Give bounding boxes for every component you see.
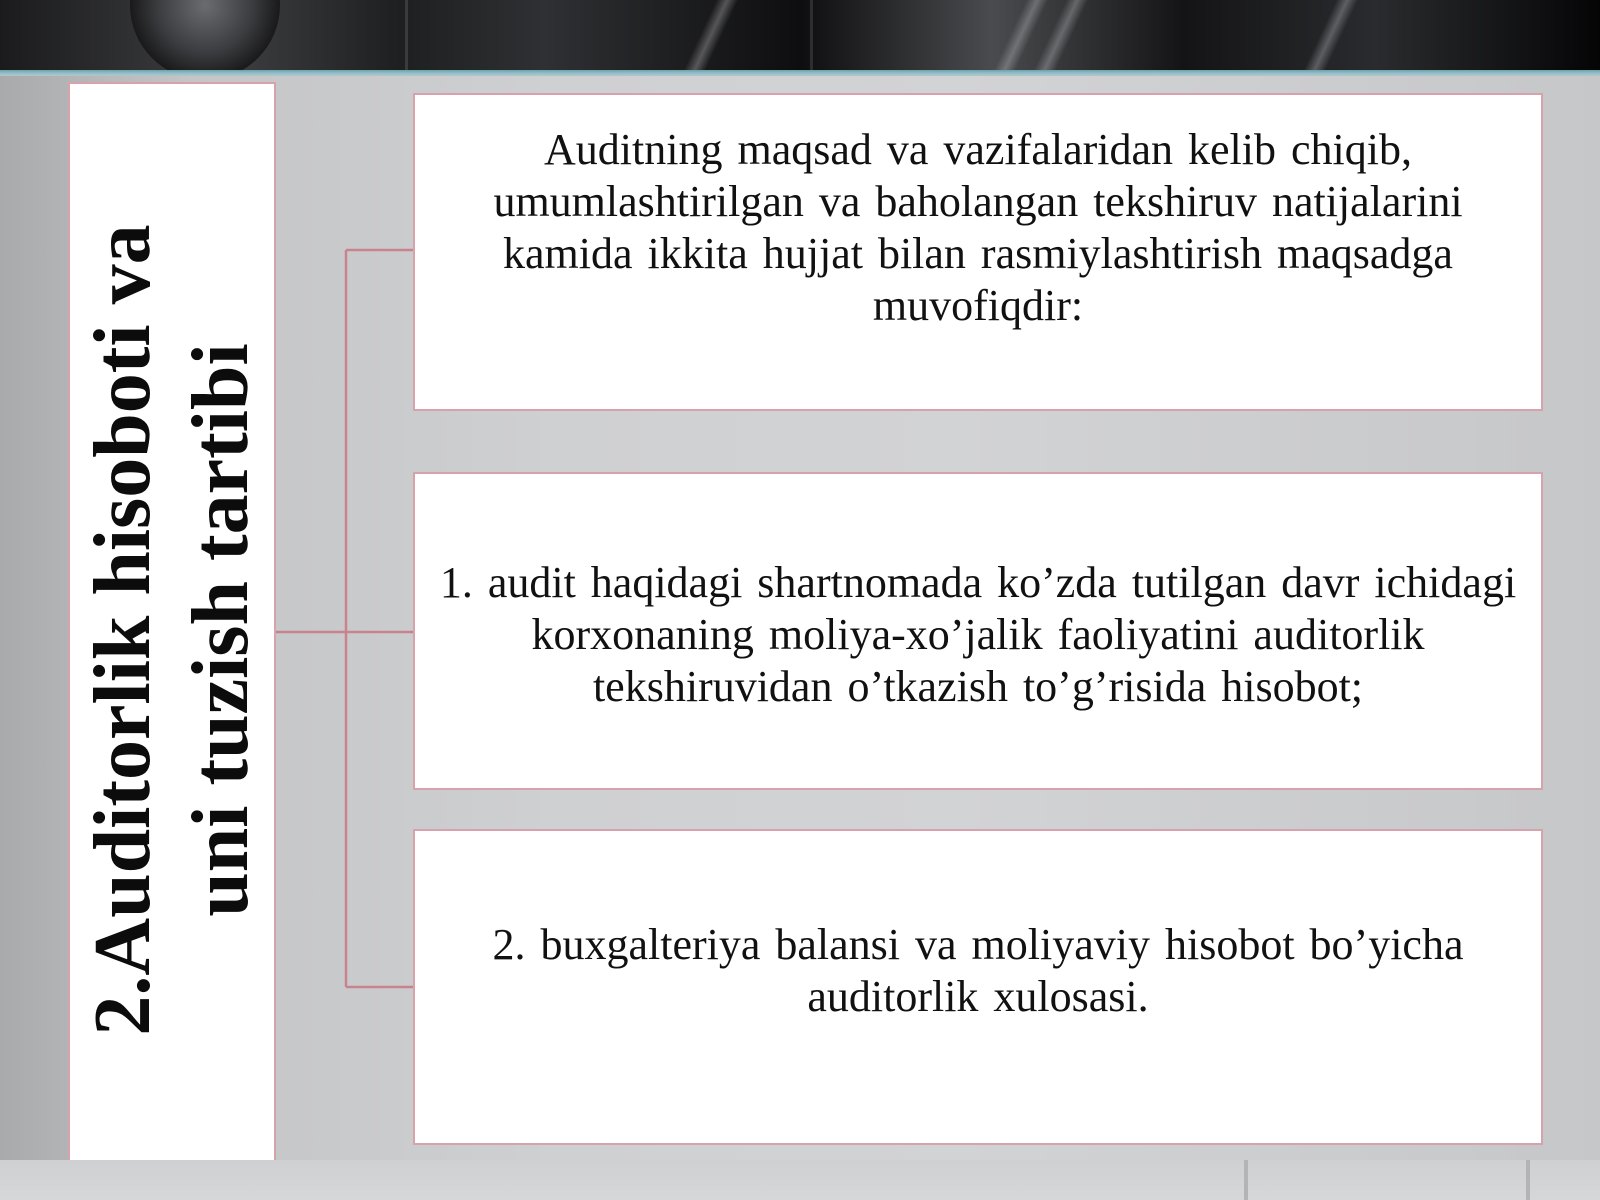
banner-seam — [810, 0, 813, 70]
content-box-item-1-text: 1. audit haqidagi shartnomada ko’zda tutilgan davr ichidagi korxonaning moliya-xo’jalik faoliyatini auditorlik tekshiruvidan o’tkazish to’g’risida hisobot; — [439, 558, 1517, 711]
footer-strip — [0, 1160, 1600, 1200]
slide-title — [74, 100, 270, 1160]
content-box-item-1 — [413, 472, 1543, 790]
content-box-intro-text: Auditning maqsad va vazifalaridan kelib chiqib, umumlashtirilgan va baholangan tekshiruv natijalarini kamida ikkita hujjat bilan rasmiylashtirish maqsadga muvofiqdir: — [493, 125, 1463, 330]
slide-title-line-2: uni tuzish tartibi — [177, 343, 265, 917]
banner-seam — [405, 0, 408, 70]
banner-highlight — [684, 0, 739, 70]
header-accent-line — [0, 70, 1600, 76]
footer-divider — [1244, 1160, 1248, 1200]
wheel-hub-graphic — [130, 0, 280, 70]
header-banner-image — [0, 0, 1600, 70]
slide-title-line-1: 2.Auditorlik hisoboti va — [79, 224, 167, 1036]
content-box-intro — [413, 93, 1543, 411]
banner-highlight — [1304, 0, 1359, 70]
footer-divider — [1526, 1160, 1530, 1200]
connector-group — [276, 250, 413, 987]
slide-title-box — [68, 82, 276, 1178]
content-box-item-2-text: 2. buxgalteriya balansi va moliyaviy hisobot bo’yicha auditorlik xulosasi. — [492, 920, 1464, 1021]
content-box-item-2 — [413, 829, 1543, 1145]
